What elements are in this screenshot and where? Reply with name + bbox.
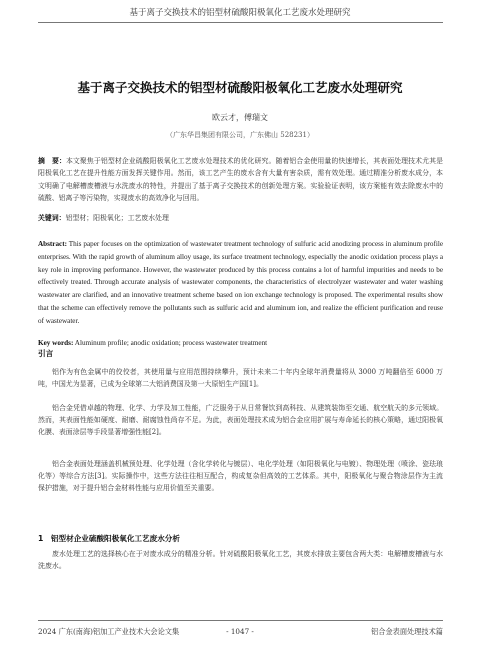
keywords-cn xyxy=(38,212,443,222)
keywords-cn-label: 关键词： xyxy=(38,214,66,222)
intro-paragraph-2: 铝合金凭借卓越的物理、化学、力学及加工性能，广泛服务于从日常餐饮到高科技、从建筑装饰至交通、航空航天的多元领域。然而，其表面性能如硬度、耐磨、耐腐蚀性尚存不足。为此，表面处理技术成为铝合金应用扩展与寿命延长的核心策略，通过阳极氧化膜、表面涂层等手段显著增强性能[2]。 xyxy=(38,404,443,437)
abstract-en-text: This paper focuses on the optimization of wastewater treatment technology of sulfuric acid anodizing process in aluminum profile enterprises. With the rapid growth of aluminum alloy usage, its surface treatment technology, especially the anodic oxidation process plays a key role in improving performance. However, the wastewater produced by this process contains a lot of harmful impurities and needs to be effectively treated. Through accurate analysis of wastewater components, the characteristics of electrolyzer wastewater and water washing wastewater are clarified, and an innovative treatment scheme based on ion exchange technology is proposed. The experimental results show that the scheme can effectively remove the pollutants such as sulfuric acid and aluminum ion, and realize the efficient purification and reuse of wastewater. xyxy=(38,240,443,325)
paper-title: 基于离子交换技术的铝型材硫酸阳极氧化工艺废水处理研究 xyxy=(77,80,403,95)
keywords-cn-text: 铝型材；阳极氧化；工艺废水处理 xyxy=(65,214,169,222)
section-heading-intro: 引言 xyxy=(38,349,54,358)
footer-right: 铝合金表面处理技术篇 xyxy=(371,627,443,636)
section-heading-1: 1 铝型材企业硫酸阳极氧化工艺废水分析 xyxy=(38,534,180,543)
abstract-en-label: Abstract: xyxy=(38,240,67,248)
keywords-en-label: Key words: xyxy=(38,339,74,347)
intro-paragraph-1: 铝作为有色金属中的佼佼者，其使用量与应用范围持续攀升，预计未来二十年内全球年消费量将从 3000 万吨翻倍至 6000 万吨，中国尤为显著，已成为全球第二大铝消费国及第一大原铝生产国[1]。 xyxy=(38,368,443,389)
footer-page-number: - 1047 - xyxy=(226,627,254,636)
affiliation: （广东华昌集团有限公司，广东佛山 528231） xyxy=(166,131,314,139)
abstract-cn xyxy=(38,155,443,205)
keywords-en xyxy=(38,339,443,347)
abstract-cn-text: 本文聚焦于铝型材企业硫酸阳极氧化工艺废水处理技术的优化研究。随着铝合金使用量的快速增长，其表面处理技术尤其是阳极氧化工艺在提升性能方面发挥关键作用。然而，该工艺产生的废水含有大量有害杂质，需有效处理。通过精准分析废水成分，本文明确了电解槽废槽液与水洗废水的特性，并提出了基于离子交换技术的创新处理方案。实验验证表明，该方案能有效去除废水中的硫酸、铝离子等污染物，实现废水的高效净化与回用。 xyxy=(38,157,443,203)
intro-paragraph-3: 铝合金表面处理涵盖机械预处理、化学处理（含化学转化与镀层）、电化学处理（如阳极氧化与电镀）、物理处理（喷涂、瓷珐琅化等）等综合方法[3]。实际操作中，这些方法往往相互配合，构成复杂但高效的工艺体系。其中，阳极氧化与聚合物涂层作为主流保护措施，对于提升铝合金材料性能与应用价值至关重要。 xyxy=(38,460,443,493)
authors: 欧云才，傅瑞文 xyxy=(212,113,268,122)
keywords-en-text: Aluminum profile; anodic oxidation; process wastewater treatment xyxy=(74,339,268,347)
header-rule xyxy=(38,22,443,23)
abstract-cn-label: 摘 要： xyxy=(38,157,66,165)
abstract-en xyxy=(38,238,443,328)
running-header: 基于离子交换技术的铝型材硫酸阳极氧化工艺废水处理研究 xyxy=(129,8,351,18)
footer-left: 2024 广东(南海)铝加工产业技术大会论文集 xyxy=(38,627,180,636)
section-1-paragraph-1: 废水处理工艺的选择核心在于对废水成分的精准分析。针对硫酸阳极氧化工艺，其废水排放主要包含两大类：电解槽废槽液与水洗废水。 xyxy=(38,550,443,571)
footer-rule xyxy=(38,620,443,621)
